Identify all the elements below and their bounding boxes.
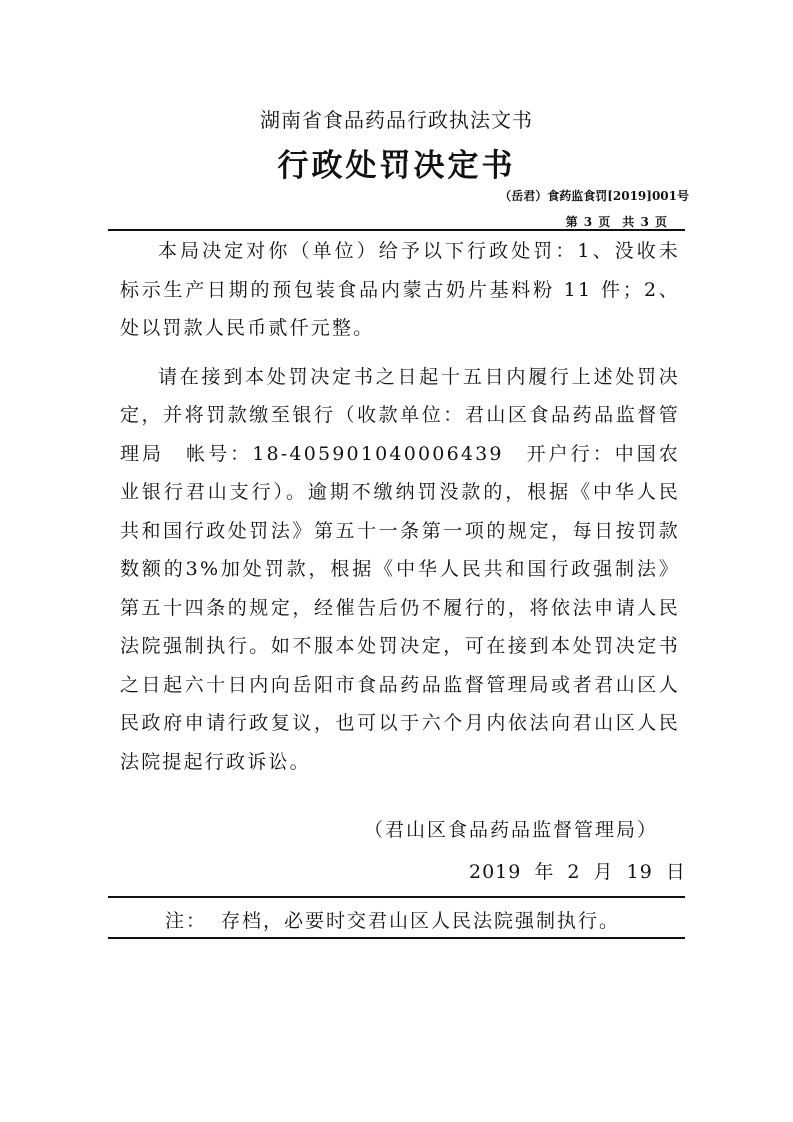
payment-appeal-paragraph: 请在接到本处罚决定书之日起十五日内履行上述处罚决定，并将罚款缴至银行（收款单位：君山区食品药品监督管理局 帐号：18-405901040006439 开户行：中国农业银行君山支行）。逾期不缴纳罚没款的，根据《中华人民共和国行政处罚法》第五十一条第一项的规定，每日按罚款数额的3%加处罚款，根据《中华人民共和国行政强制法》第五十四条的规定，经催告后仍不履行的，将依法申请人民法院强制执行。如不服本处罚决定，可在接到本处罚决定书之日起六十日内向岳阳市食品药品监督管理局或者君山区人民政府申请行政复议，也可以于六个月内依法向君山区人民法院提起行政诉讼。 [120, 365, 680, 773]
note-top-divider [108, 896, 685, 898]
penalty-paragraph: 本局决定对你（单位）给予以下行政处罚：1、没收未标示生产日期的预包装食品内蒙古奶片基料粉 11 件；2、处以罚款人民币贰仟元整。 [120, 240, 680, 339]
agency-heading: 湖南省食品药品行政执法文书 [260, 108, 533, 132]
note-line [165, 906, 620, 933]
note-bottom-divider [108, 937, 685, 939]
note-text: 存档，必要时交君山区人民法院强制执行。 [221, 910, 621, 932]
page-indicator: 第 3 页 共 3 页 [565, 215, 667, 229]
issuing-authority: （君山区食品药品监督管理局） [364, 819, 659, 841]
note-label: 注： [165, 910, 208, 932]
decision-body [120, 232, 680, 781]
document-title: 行政处罚决定书 [277, 148, 516, 184]
document-number: （岳君）食药监食罚[2019]001号 [499, 189, 689, 203]
header-divider [108, 229, 685, 231]
issue-date: 2019 年 2 月 19 日 [469, 861, 686, 883]
